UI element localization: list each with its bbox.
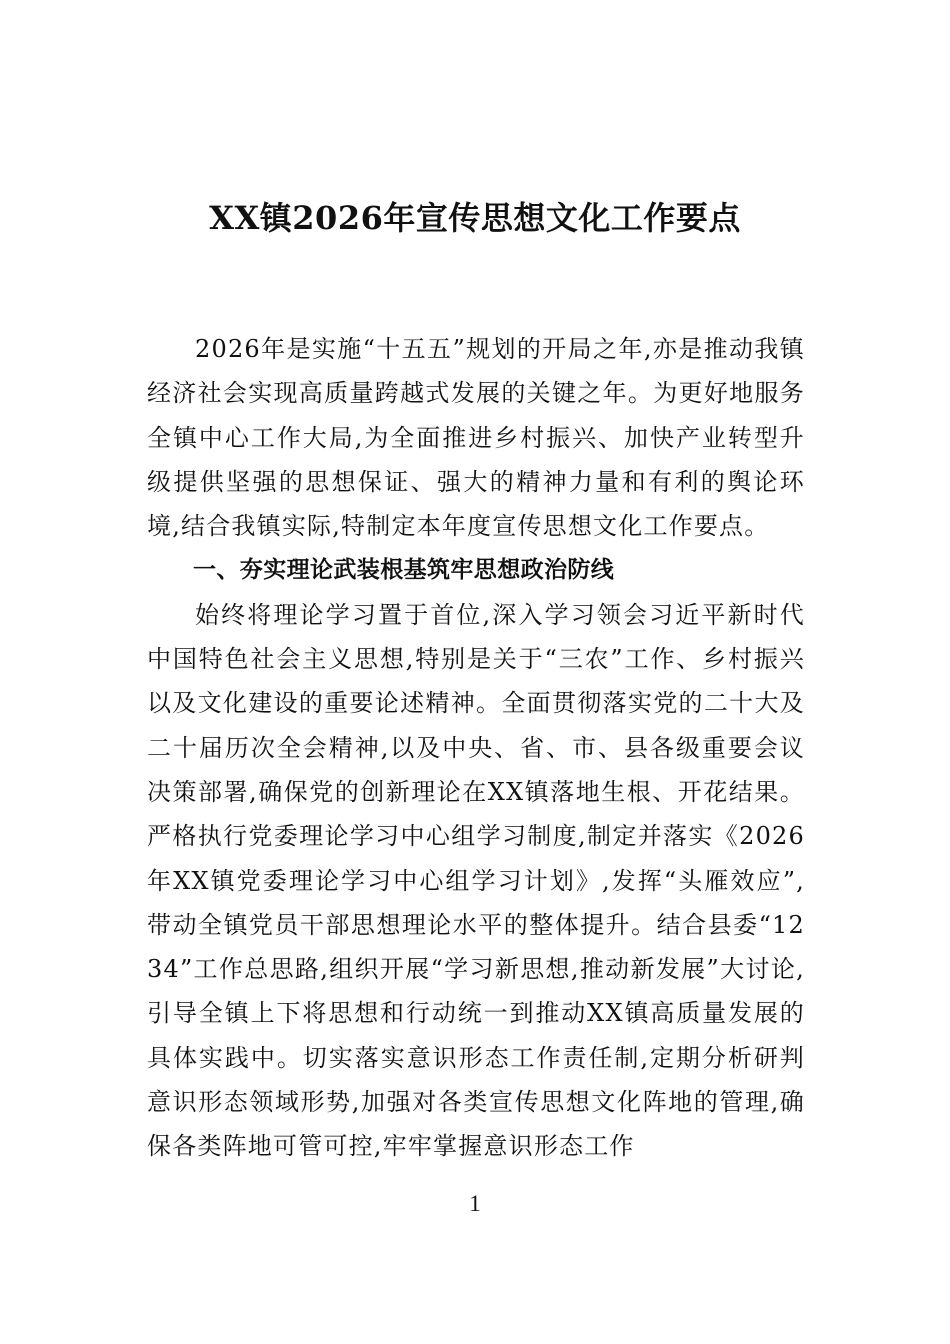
- document-body: [147, 327, 805, 1169]
- section-paragraph: 始终将理论学习置于首位,深入学习领会习近平新时代中国特色社会主义思想,特别是关于“三农”工作、乡村振兴以及文化建设的重要论述精神。全面贯彻落实党的二十大及二十届历次全会精神,以及中央、省、市、县各级重要会议决策部署,确保党的创新理论在XX镇落地生根、开花结果。严格执行党委理论学习中心组学习制度,制定并落实《2026年XX镇党委理论学习中心组学习计划》,发挥“头雁效应”,带动全镇党员干部思想理论水平的整体提升。结合县委“1234”工作总思路,组织开展“学习新思想,推动新发展”大讨论,引导全镇上下将思想和行动统一到推动XX镇高质量发展的具体实践中。切实落实意识形态工作责任制,定期分析研判意识形态领域形势,加强对各类宣传思想文化阵地的管理,确保各类阵地可管可控,牢牢掌握意识形态工作: [147, 600, 805, 1161]
- page-number: 1: [469, 1191, 481, 1216]
- intro-paragraph: 2026年是实施“十五五”规划的开局之年,亦是推动我镇经济社会实现高质量跨越式发展的关键之年。为更好地服务全镇中心工作大局,为全面推进乡村振兴、加快产业转型升级提供坚强的思想保证、强大的精神力量和有利的舆论环境,结合我镇实际,特制定本年度宣传思想文化工作要点。: [147, 335, 805, 541]
- document-title: XX镇2026年宣传思想文化工作要点: [209, 199, 741, 237]
- section-heading: 一、夯实理论武装根基筑牢思想政治防线: [193, 557, 615, 584]
